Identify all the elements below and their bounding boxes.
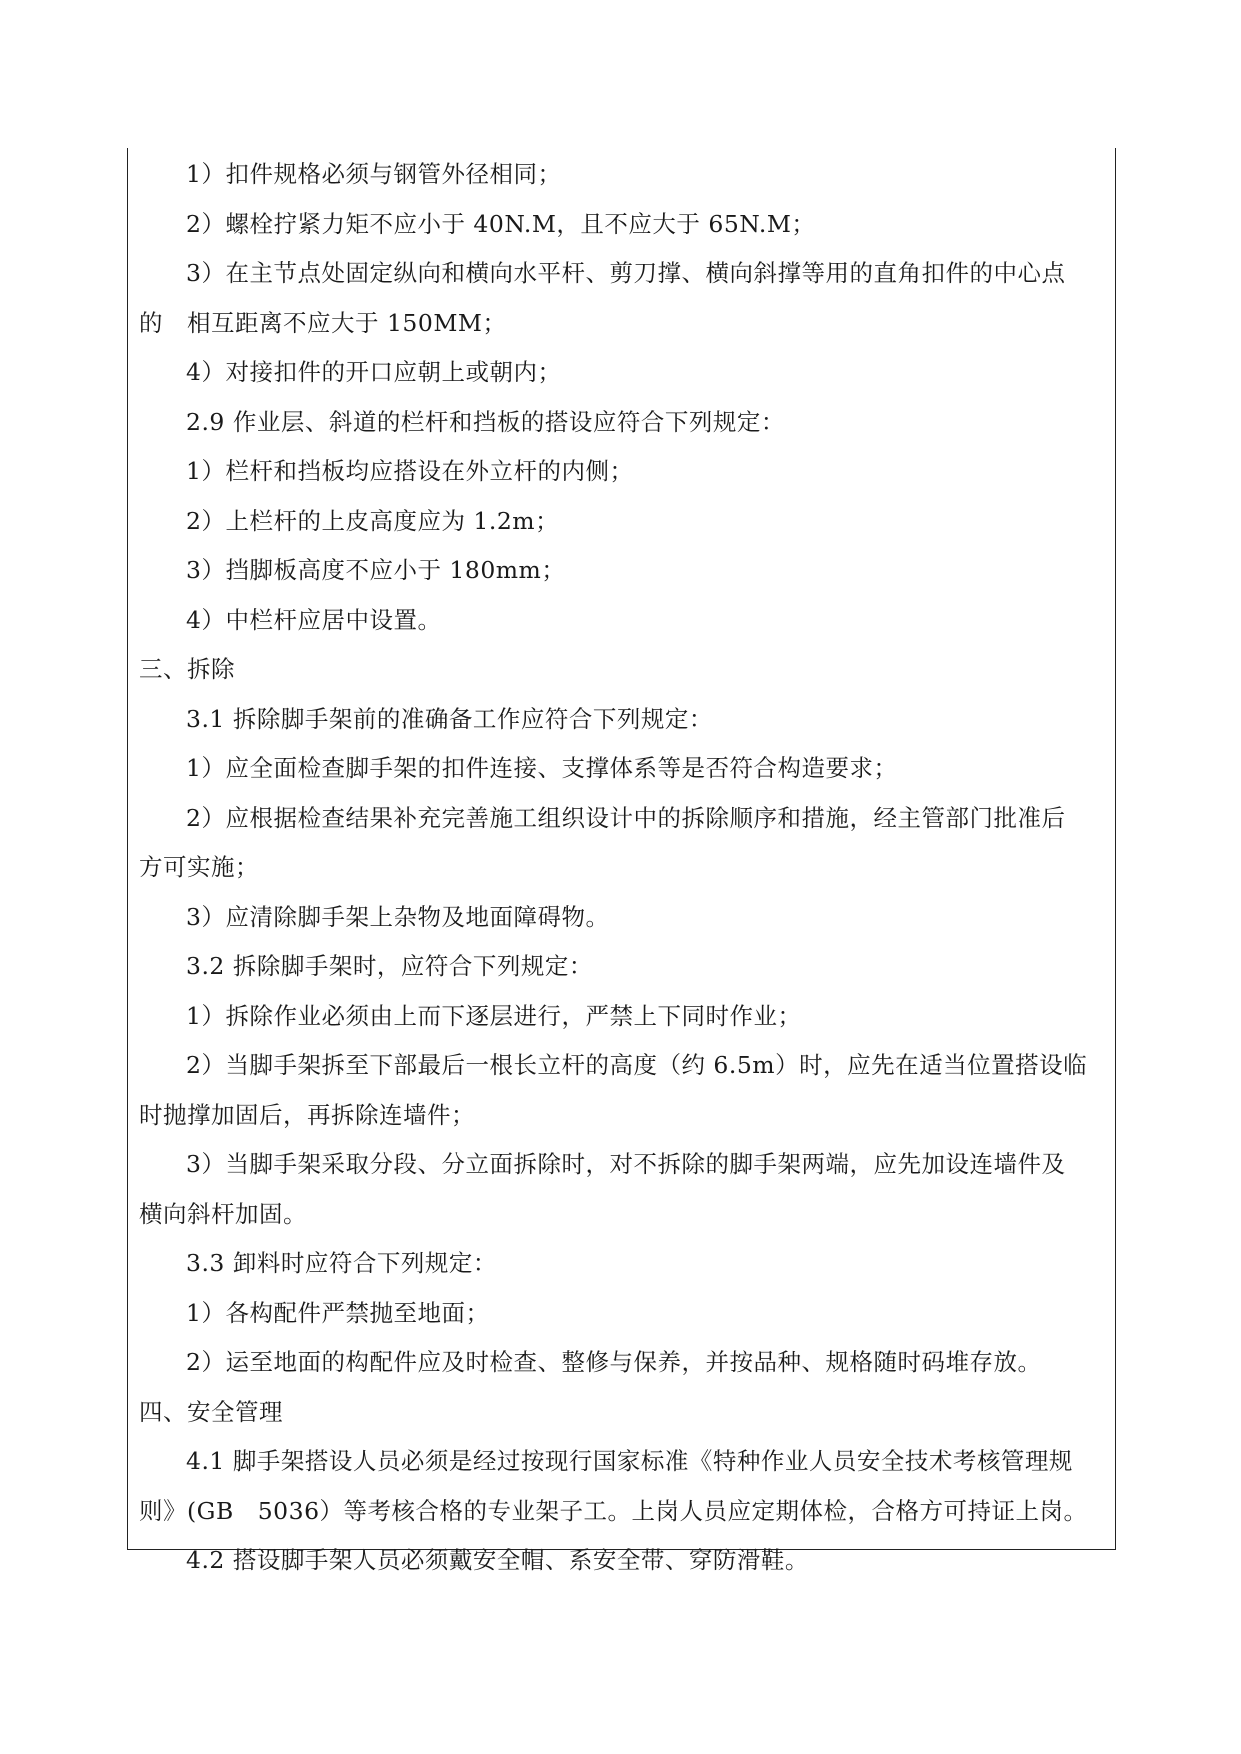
document-line: 4）对接扣件的开口应朝上或朝内； [186,358,562,386]
document-line: 时抛撑加固后，再拆除连墙件； [139,1100,475,1129]
document-line: 则》(GB 5036）等考核合格的专业架子工。上岗人员应定期体检，合格方可持证上岗。 [139,1496,1088,1525]
document-line: 2）运至地面的构配件应及时检查、整修与保养，并按品种、规格随时码堆存放。 [186,1348,1042,1376]
document-line: 1）扣件规格必须与钢管外径相同； [186,160,562,188]
document-body [139,150,1105,1586]
document-line: 1）应全面检查脚手架的扣件连接、支撑体系等是否符合构造要求； [186,754,898,782]
document-line: 三、拆除 [139,655,235,683]
document-line: 3）当脚手架采取分段、分立面拆除时，对不拆除的脚手架两端，应先加设连墙件及 [186,1150,1066,1178]
document-line: 4.2 搭设脚手架人员必须戴安全帽、系安全带、穿防滑鞋。 [186,1546,809,1574]
document-line: 方可实施； [139,853,259,881]
document-line: 1）各构配件严禁抛至地面； [186,1298,490,1327]
document-line: 3.1 拆除脚手架前的准确备工作应符合下列规定： [186,704,713,733]
document-line: 3）应清除脚手架上杂物及地面障碍物。 [186,902,610,931]
document-line: 3）在主节点处固定纵向和横向水平杆、剪刀撑、横向斜撑等用的直角扣件的中心点 [186,259,1066,287]
document-line: 四、安全管理 [139,1397,283,1426]
document-line: 4）中栏杆应居中设置。 [186,605,442,634]
document-line: 2）应根据检查结果补充完善施工组织设计中的拆除顺序和措施，经主管部门批准后 [186,803,1066,832]
document-line: 2）上栏杆的上皮高度应为 1.2m； [186,506,560,535]
document-line: 3）挡脚板高度不应小于 180mm； [186,556,566,584]
document-line: 2）当脚手架拆至下部最后一根长立杆的高度（约 6.5m）时，应先在适当位置搭设临 [186,1051,1088,1079]
document-line: 2）螺栓拧紧力矩不应小于 40N.M，且不应大于 65N.M； [186,209,816,238]
document-line: 1）栏杆和挡板均应搭设在外立杆的内侧； [186,457,634,485]
document-line: 横向斜杆加固。 [139,1199,307,1228]
document-line: 的 相互距离不应大于 150MM； [139,308,507,337]
document-line: 4.1 脚手架搭设人员必须是经过按现行国家标准《特种作业人员安全技术考核管理规 [186,1447,1073,1475]
document-line: 3.2 拆除脚手架时，应符合下列规定： [186,952,593,980]
document-line: 1）拆除作业必须由上而下逐层进行，严禁上下同时作业； [186,1001,802,1030]
document-line: 2.9 作业层、斜道的栏杆和挡板的搭设应符合下列规定： [186,407,785,436]
document-line: 3.3 卸料时应符合下列规定： [186,1249,497,1277]
